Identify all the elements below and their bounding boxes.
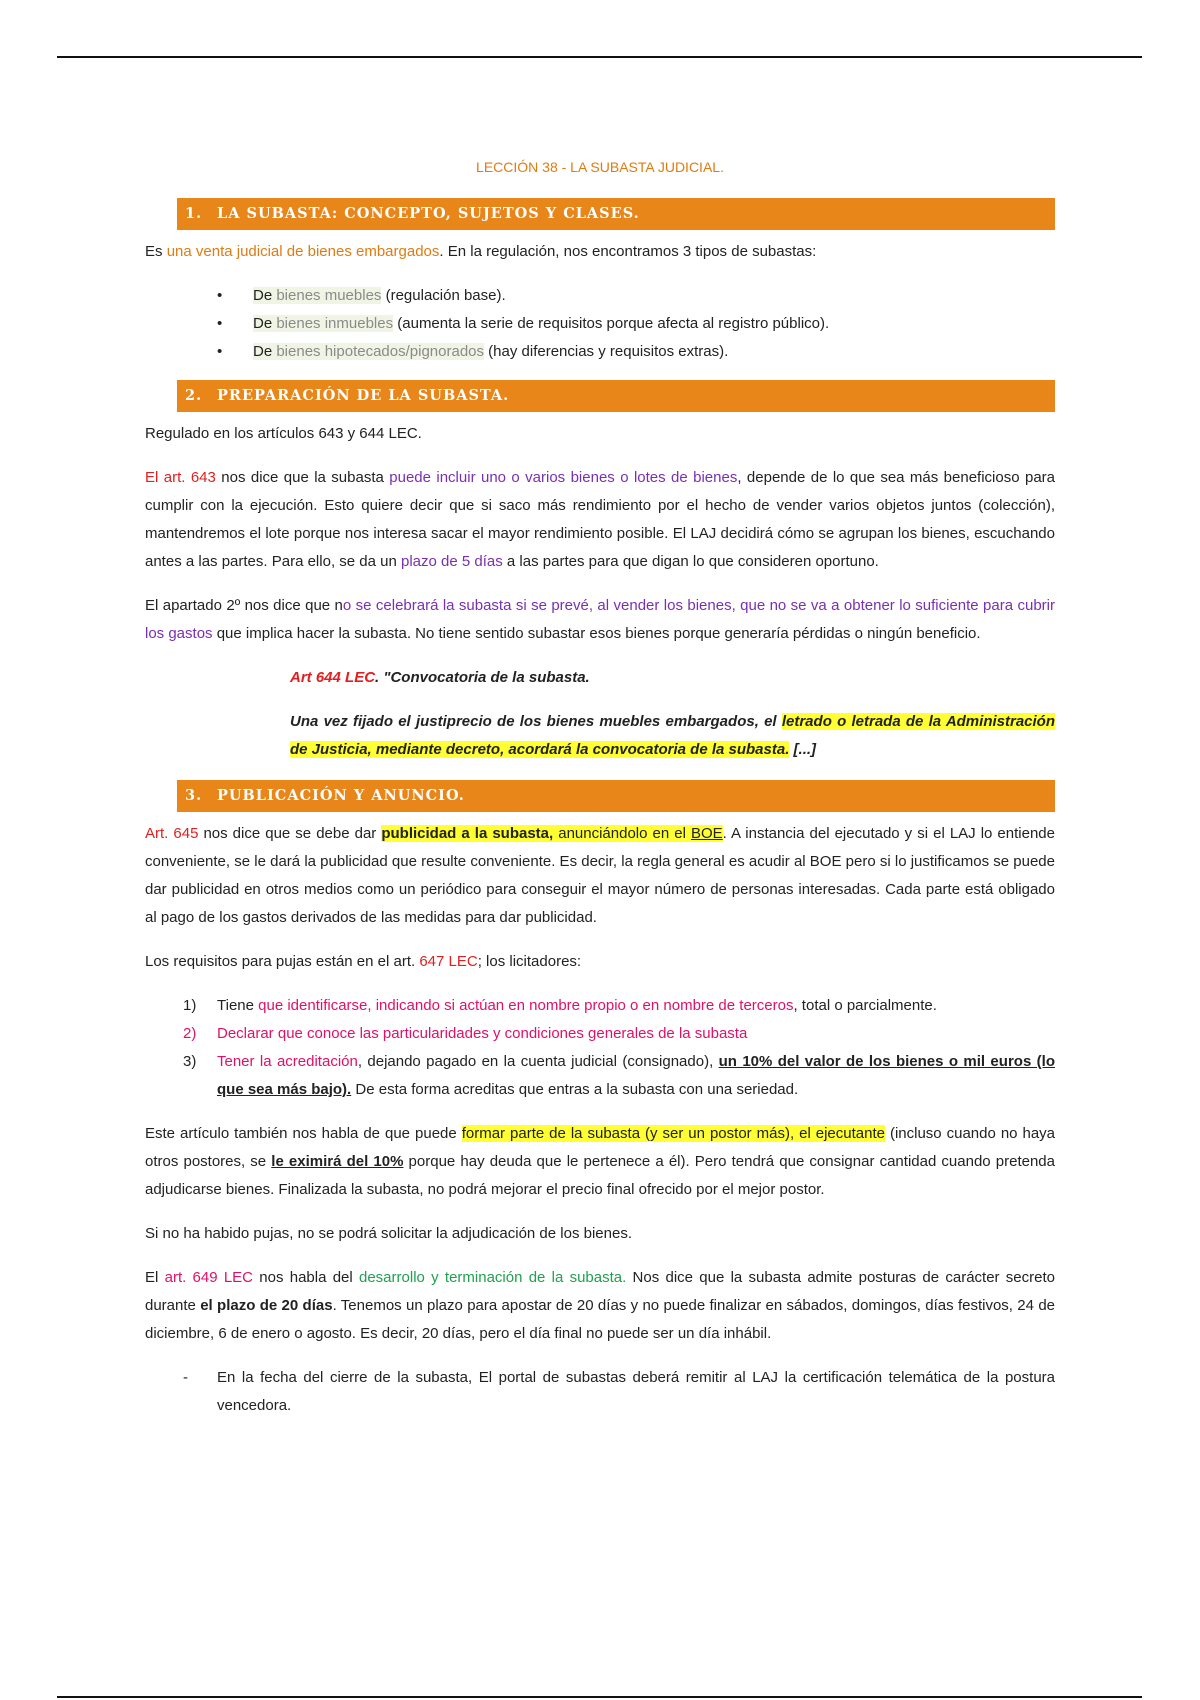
section-title: LA SUBASTA: CONCEPTO, SUJETOS Y CLASES.: [217, 205, 640, 222]
section-number: 3.: [185, 787, 203, 804]
list-item: 3) Tener la acreditación, dejando pagado en la cuenta judicial (consignado), un 10% del valor de los bienes o mil euros (lo que sea más bajo). De esta forma acreditas que entras a la subasta con una seriedad.: [183, 1053, 1055, 1098]
bullet-list: [145, 282, 1055, 366]
paragraph: Este artículo también nos habla de que puede formar parte de la subasta (y ser un postor más), el ejecutante (incluso cuando no haya otros postores, se le eximirá del 10% porque hay deuda que le pertenece a él). Pero tendrá que consignar cantidad cuando pretenda adjudicarse bienes. Finalizada la subasta, no podrá mejorar el precio final ofrecido por el mejor postor.: [145, 1125, 1056, 1198]
dash-item: - En la fecha del cierre de la subasta, El portal de subastas deberá remitir al LAJ la certificación telemática de la postura vencedora.: [183, 1369, 1055, 1414]
list-item: 2) Declarar que conoce las particularidades y condiciones generales de la subasta: [183, 1025, 748, 1042]
list-item: 1) Tiene que identificarse, indicando si actúan en nombre propio o en nombre de terceros, total o parcialmente.: [183, 997, 937, 1014]
section-number: 1.: [185, 205, 203, 222]
paragraph: Los requisitos para pujas están en el art. 647 LEC; los licitadores:: [145, 953, 582, 970]
section-3-heading: [177, 780, 1055, 812]
list-item: • De bienes muebles (regulación base).: [217, 287, 506, 304]
document-page: [145, 150, 1055, 1436]
numbered-list: [145, 992, 1055, 1104]
section-1-heading: [177, 198, 1055, 230]
list-item: • De bienes hipotecados/pignorados (hay diferencias y requisitos extras).: [217, 343, 729, 360]
bottom-rule: [57, 1696, 1142, 1698]
paragraph: Si no ha habido pujas, no se podrá solicitar la adjudicación de los bienes.: [145, 1225, 632, 1242]
highlight-text: una venta judicial de bienes embargados: [166, 243, 440, 260]
paragraph: Regulado en los artículos 643 y 644 LEC.: [145, 425, 422, 442]
quote-body: Una vez fijado el justiprecio de los bienes muebles embargados, el letrado o letrada de la Administración de Justicia, mediante decreto, acordará la convocatoria de la subasta. [...]: [290, 713, 1055, 758]
section-title: PREPARACIÓN DE LA SUBASTA.: [217, 387, 510, 404]
paragraph: Es una venta judicial de bienes embargados. En la regulación, nos encontramos 3 tipos de subastas:: [145, 243, 817, 260]
paragraph: El art. 649 LEC nos habla del desarrollo y terminación de la subasta. Nos dice que la subasta admite posturas de carácter secreto durante el plazo de 20 días. Tenemos un plazo para apostar de 20 días y no puede finalizar en sábados, domingos, días festivos, 24 de diciembre, 6 de enero o agosto. Es decir, 20 días, pero el día final no puede ser un día inhábil.: [145, 1269, 1056, 1342]
paragraph: Art. 645 nos dice que se debe dar publicidad a la subasta, anunciándolo en el BOE. A instancia del ejecutado y si el LAJ lo entiende conveniente, se le dará la publicidad que resulte conveniente. Es decir, la regla general es acudir al BOE pero si lo justificamos se puede dar publicidad en otros medios como un periódico para conseguir el mayor número de personas interesadas. Cada parte está obligado al pago de los gastos derivados de las medidas para dar publicidad.: [145, 825, 1055, 926]
top-rule: [57, 56, 1142, 58]
section-number: 2.: [185, 387, 203, 404]
paragraph: El art. 643 nos dice que la subasta puede incluir uno o varios bienes o lotes de bienes, depende de lo que sea más beneficioso para cumplir con la ejecución. Esto quiere decir que si saco más rendimiento por el hecho de vender varios objetos juntos (colección), mantendremos el lote porque nos interesa sacar el mayor rendimiento posible. El LAJ decidirá cómo se agrupan los bienes, escuchando antes a las partes. Para ello, se da un plazo de 5 días a las partes para que digan lo que consideren oportuno.: [145, 469, 1055, 570]
paragraph: El apartado 2º nos dice que no se celebrará la subasta si se prevé, al vender los bienes, que no se va a obtener lo suficiente para cubrir los gastos que implica hacer la subasta. No tiene sentido subastar esos bienes porque generaría pérdidas o ningún beneficio.: [145, 597, 1055, 642]
section-title: PUBLICACIÓN Y ANUNCIO.: [217, 787, 465, 804]
quote-heading: Art 644 LEC. "Convocatoria de la subasta.: [290, 669, 590, 686]
document-title: LECCIÓN 38 - LA SUBASTA JUDICIAL.: [476, 159, 724, 175]
section-2-heading: [177, 380, 1055, 412]
list-item: • De bienes inmuebles (aumenta la serie de requisitos porque afecta al registro público).: [217, 315, 830, 332]
